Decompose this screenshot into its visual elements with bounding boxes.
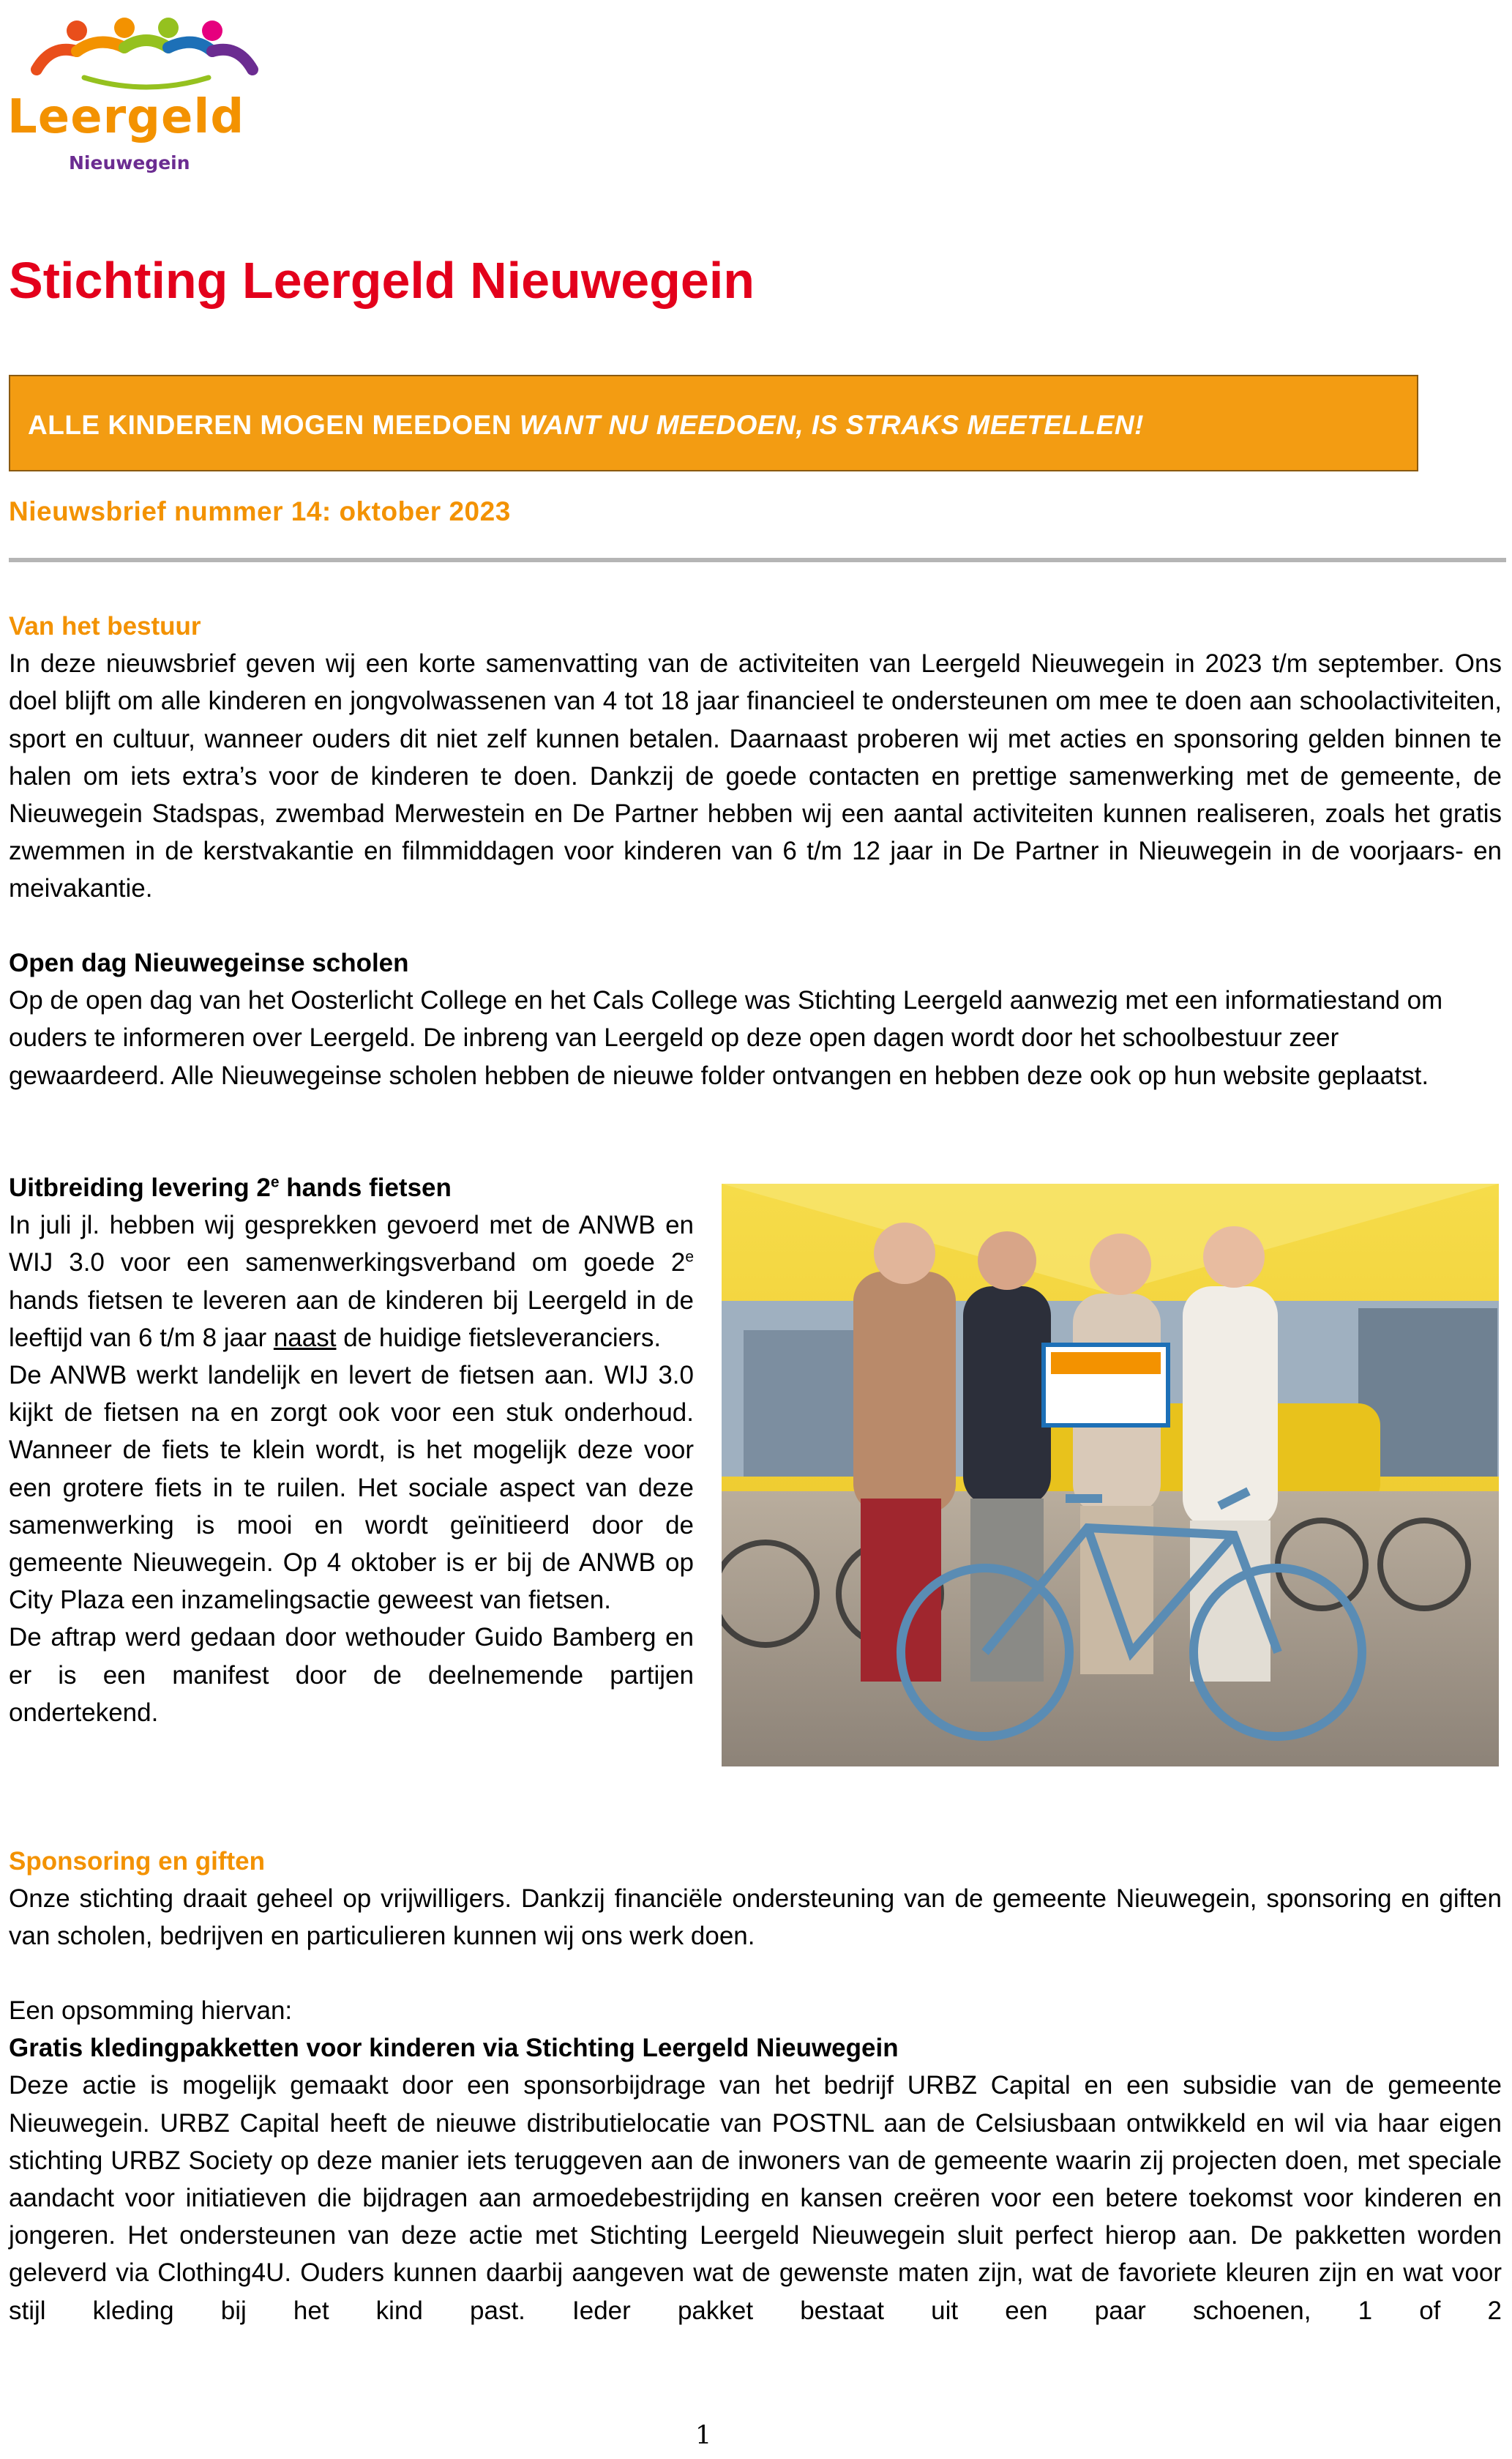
leergeld-logo [7,15,278,173]
section-text: Deze actie is mogelijk gemaakt door een sponsorbijdrage van het bedrijf URBZ Capital en een subsidie van de gemeente Nieuwegein. URBZ Capital heeft de nieuwe distributielocatie van POSTNL aan de Celsiusbaan ontwikkeld en wil via haar eigen stichting URBZ Society op deze manier iets teruggeven aan de inwoners van de gemeente waarin zij projecten doen, met speciale aandacht voor initiatieven die bijdragen aan armoedebestrijding en kansen creëren voor een betere toekomst voor kinderen en jongeren. Het ondersteunen van deze actie met Stichting Leergeld Nieuwegein sluit perfect hierop aan. De pakketten worden geleverd via Clothing4U. Ouders kunnen daarbij aangeven wat de gewenste maten zijn, wat de favoriete kleuren zijn en wat voor stijl kleding bij het kind past. Ieder pakket bestaat uit een paar schoenen, 1 of 2 [9,2071,1502,2325]
section-open-dag [9,944,1502,1094]
section-bestuur [9,608,1502,908]
list-intro: Een opsomming hiervan: [9,1996,293,2025]
page-number: 1 [695,2421,712,2450]
section-text: De aftrap werd gedaan door wethouder Guido Bamberg en er is een manifest door de deelnemende partijen ondertekend. [9,1623,694,1727]
logo-wordmark: Leergeld [7,90,245,144]
logo-subtitle: Nieuwegein [69,152,190,173]
motto-text [28,410,1144,441]
logo-figures-icon [7,15,278,95]
section-text: In deze nieuwsbrief geven wij een korte samenvatting van de activiteiten van Leergeld Nieuwegein in 2023 t/m september. Ons doel blijft om alle kinderen en jongvolwassenen van 4 tot 18 jaar financieel te ondersteunen om mee te doen aan schoolactiviteiten, sport en cultuur, wanneer ouders dit niet zelf kunnen betalen. Daarnaast proberen wij met acties en sponsoring gelden binnen te halen om iets extra’s voor de kinderen te doen. Dankzij de goede contacten en prettige samenwerking met de gemeente, de Nieuwegein Stadspas, zwembad Merwestein en De Partner hebben wij een aantal activiteiten kunnen realiseren, zoals het gratis zwemmen in de kerstvakantie en filmmiddagen voor kinderen van 6 t/m 12 jaar in De Partner in Nieuwegein in de voorjaars- en meivakantie. [9,649,1502,903]
section-text: Onze stichting draait geheel op vrijwilligers. Dankzij financiële ondersteuning van de gemeente Nieuwegein, sponsoring en giften van scholen, bedrijven en particulieren kunnen wij ons werk doen. [9,1884,1502,1951]
newsletter-issue: Nieuwsbrief nummer 14: oktober 2023 [9,496,511,526]
section-kledingpakketten [9,1992,1502,2329]
section-text: Op de open dag van het Oosterlicht College en het Cals College was Stichting Leergeld aanwezig met een informatiestand om ouders te informeren over Leergeld. De inbreng van Leergeld op deze open dagen wordt door het schoolbestuur zeer gewaardeerd. Alle Nieuwegeinse scholen hebben de nieuwe folder ontvangen en hebben deze ook op hun website geplaatst. [9,986,1443,1090]
section-sponsoring [9,1843,1502,1955]
motto-banner [9,375,1418,471]
section-fietsen [9,1169,694,1731]
section-heading: Van het bestuur [9,612,201,641]
bicycle-event-photo [722,1184,1499,1766]
page-title: Stichting Leergeld Nieuwegein [9,252,755,309]
section-text: De ANWB werkt landelijk en levert de fietsen aan. WIJ 3.0 kijkt de fietsen na en zorgt ook voor een stuk onderhoud. Wanneer de fiets te klein wordt, is het mogelijk deze voor een grotere fiets in te ruilen. Het sociale aspect van deze samenwerking is mooi en wordt geïnitieerd door de gemeente Nieuwegein. Op 4 oktober is er bij de ANWB op City Plaza een inzamelingsactie geweest van fietsen. [9,1361,694,1615]
photo-illustration [722,1184,1499,1766]
section-heading: Gratis kledingpakketten voor kinderen via Stichting Leergeld Nieuwegein [9,2034,899,2063]
section-heading: Sponsoring en giften [9,1847,265,1876]
section-text: In juli jl. hebben wij gesprekken gevoerd met de ANWB en WIJ 3.0 voor een samenwerkingsverband om goede 2e hands fietsen te leveren aan de kinderen bij Leergeld in de leeftijd van 6 t/m 8 jaar naast de huidige fietsleveranciers. [9,1211,694,1352]
section-heading: Open dag Nieuwegeinse scholen [9,949,409,977]
divider [9,558,1506,562]
motto-part-2: WANT NU MEEDOEN, IS STRAKS MEETELLEN! [519,410,1144,440]
motto-part-1: ALLE KINDEREN MOGEN MEEDOEN [28,410,520,440]
section-heading: Uitbreiding levering 2e hands fietsen [9,1173,452,1202]
